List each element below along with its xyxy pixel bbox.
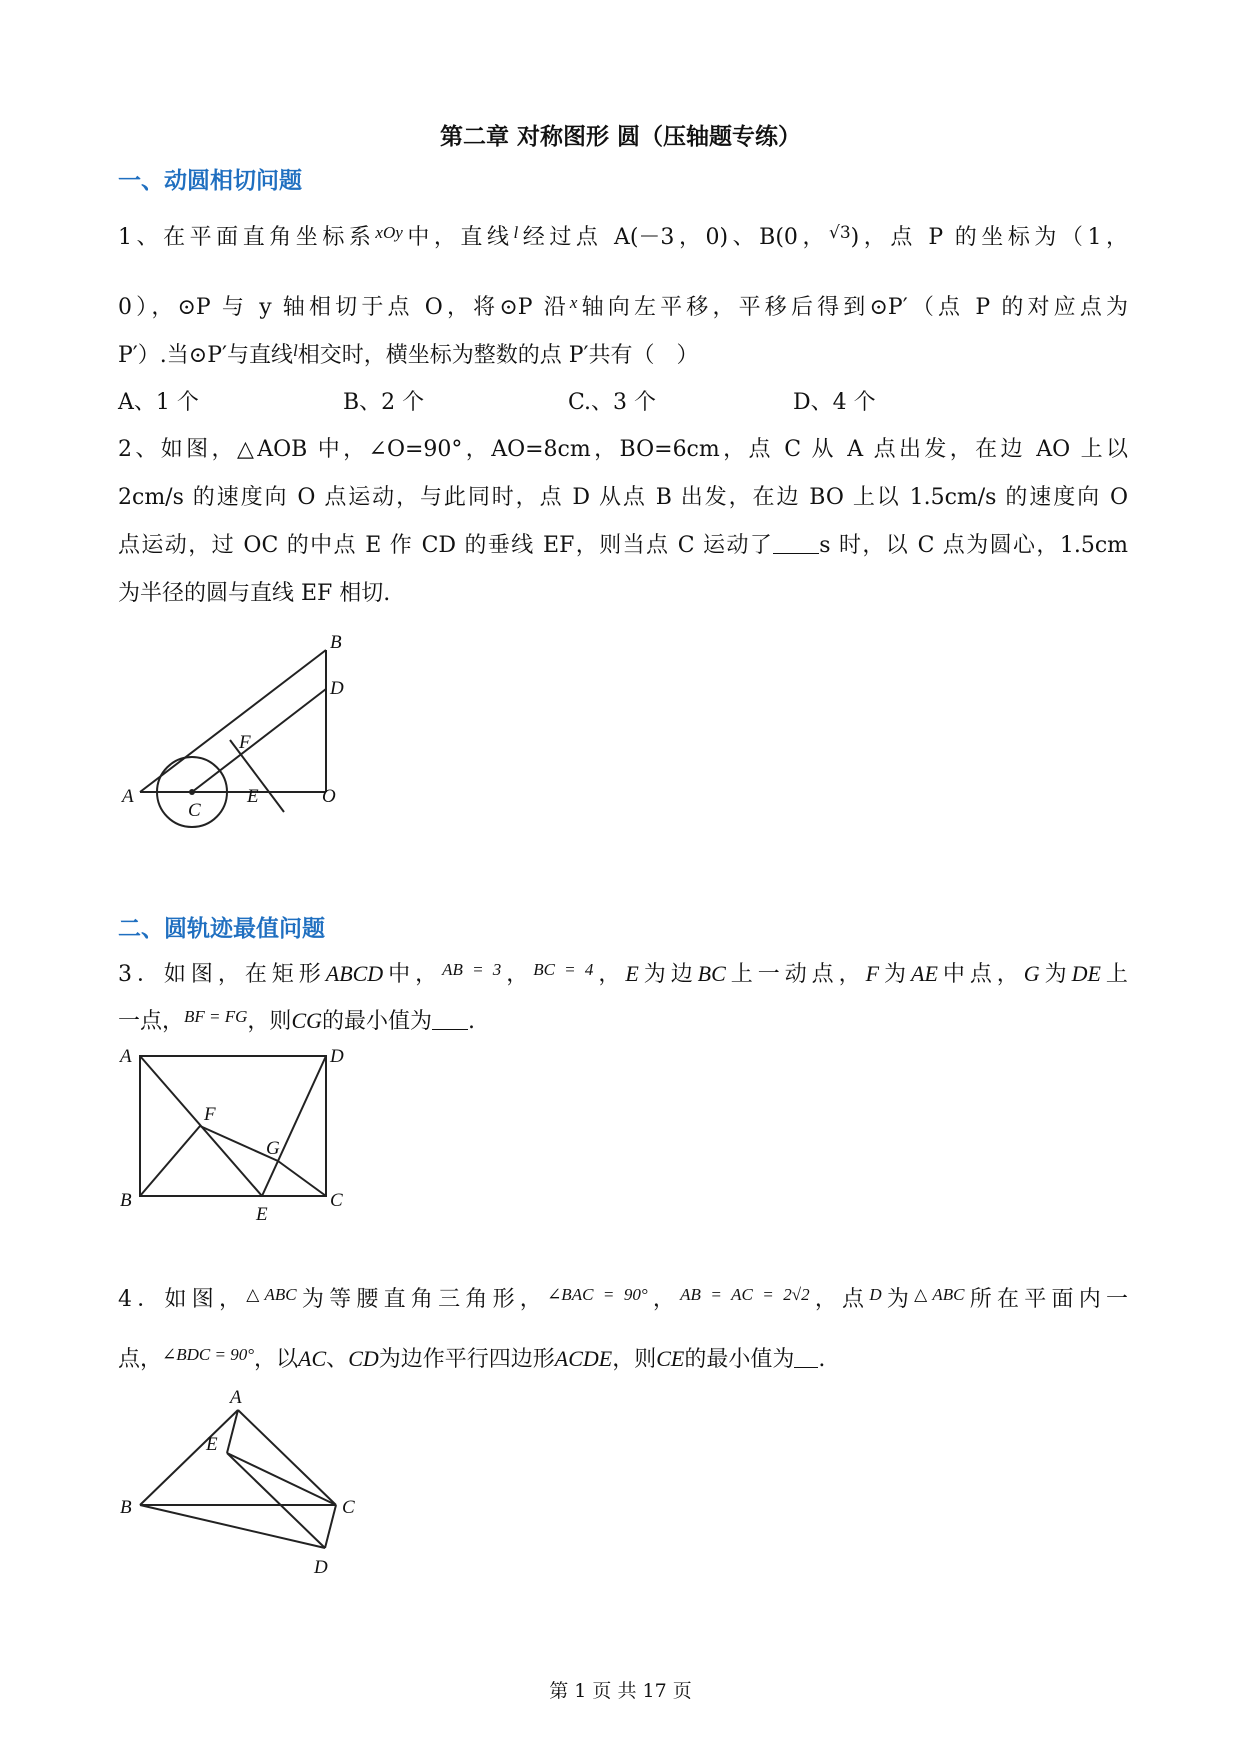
q4-line-1: 4．如图，$^{\triangle ABC}$为等腰直角三角形，$^{\angle BAC = 90^\circ}$，$^{AB = AC = 2√2}$，点$^D$为$^{\triangle ABC}$所在平面内一 [118, 1285, 1128, 1312]
label-f: F [204, 1104, 216, 1125]
option-d: D、4 个 [793, 390, 876, 415]
q4-line-2: 点，$^{\angle BDC = 90^\circ}$，以AC、CD为边作平行四边形ACDE，则CE的最小值为 . [118, 1345, 826, 1372]
q2-line-3: 点运动，过 OC 的中点 E 作 CD 的垂线 EF，则当点 C 运动了 s 时，以 C 点为圆心，1.5cm [118, 533, 1128, 558]
option-c: C.、3 个 [568, 390, 657, 415]
page-title: 第二章 对称图形 圆（压轴题专练） [439, 124, 801, 150]
label-c: C [188, 800, 201, 821]
label-a: A [122, 786, 134, 807]
label-g: G [266, 1138, 280, 1159]
q2-figure [118, 630, 378, 830]
page-footer: 第 1 页 共 17 页 [549, 1680, 692, 1702]
option-a: A、1 个 [118, 390, 199, 415]
label-f: F [239, 732, 251, 753]
q1-options [118, 385, 1128, 416]
q1-line-2: 0），⊙P 与 y 轴相切于点 O，将⊙P 沿$^x$轴向左平移，平移后得到⊙P′（点 P 的对应点为 [118, 293, 1128, 320]
q2-line-1: 2、如图，△AOB 中，∠O=90°，AO=8cm，BO=6cm，点 C 从 A 点出发，在边 AO 上以 [118, 437, 1128, 462]
answer-blank [773, 535, 819, 554]
label-d: D [330, 1046, 344, 1067]
label-a: A [230, 1387, 242, 1408]
label-d: D [314, 1557, 328, 1578]
label-e: E [247, 786, 259, 807]
label-e: E [256, 1204, 268, 1225]
answer-blank [432, 1011, 468, 1030]
section-heading-1: 一、动圆相切问题 [118, 168, 302, 194]
label-c: C [330, 1190, 343, 1211]
q3-figure [118, 1040, 378, 1225]
label-d: D [330, 678, 344, 699]
label-b: B [120, 1497, 132, 1518]
label-b: B [330, 632, 342, 653]
label-b: B [120, 1190, 132, 1211]
q4-figure [118, 1385, 378, 1595]
label-a: A [120, 1046, 132, 1067]
label-o: O [322, 786, 336, 807]
q2-line-4: 为半径的圆与直线 EF 相切. [118, 581, 391, 606]
q3-line-2: 一点，$^{BF = FG}$，则CG的最小值为 . [118, 1007, 476, 1034]
q3-line-1: 3．如图，在矩形ABCD中，$^{AB = 3}$，$^{BC = 4}$，E为边BC上一动点，F为AE中点，G为DE上 [118, 960, 1128, 987]
section-heading-2: 二、圆轨迹最值问题 [118, 916, 325, 942]
q1-line-3: P′）.当⊙P′与直线$^l$相交时，横坐标为整数的点 P′共有（ ） [118, 341, 699, 368]
option-b: B、2 个 [343, 390, 425, 415]
label-e: E [206, 1434, 218, 1455]
q2-line-2: 2cm/s 的速度向 O 点运动，与此同时，点 D 从点 B 出发，在边 BO 上以 1.5cm/s 的速度向 O [118, 485, 1128, 510]
q1-line-1: 1、在平面直角坐标系$^{xOy}$中，直线$^l$经过点 A(－3，0)、B(0，$^{√3}$)，点 P 的坐标为（1， [118, 223, 1128, 250]
label-c: C [342, 1497, 355, 1518]
answer-blank [794, 1349, 818, 1368]
